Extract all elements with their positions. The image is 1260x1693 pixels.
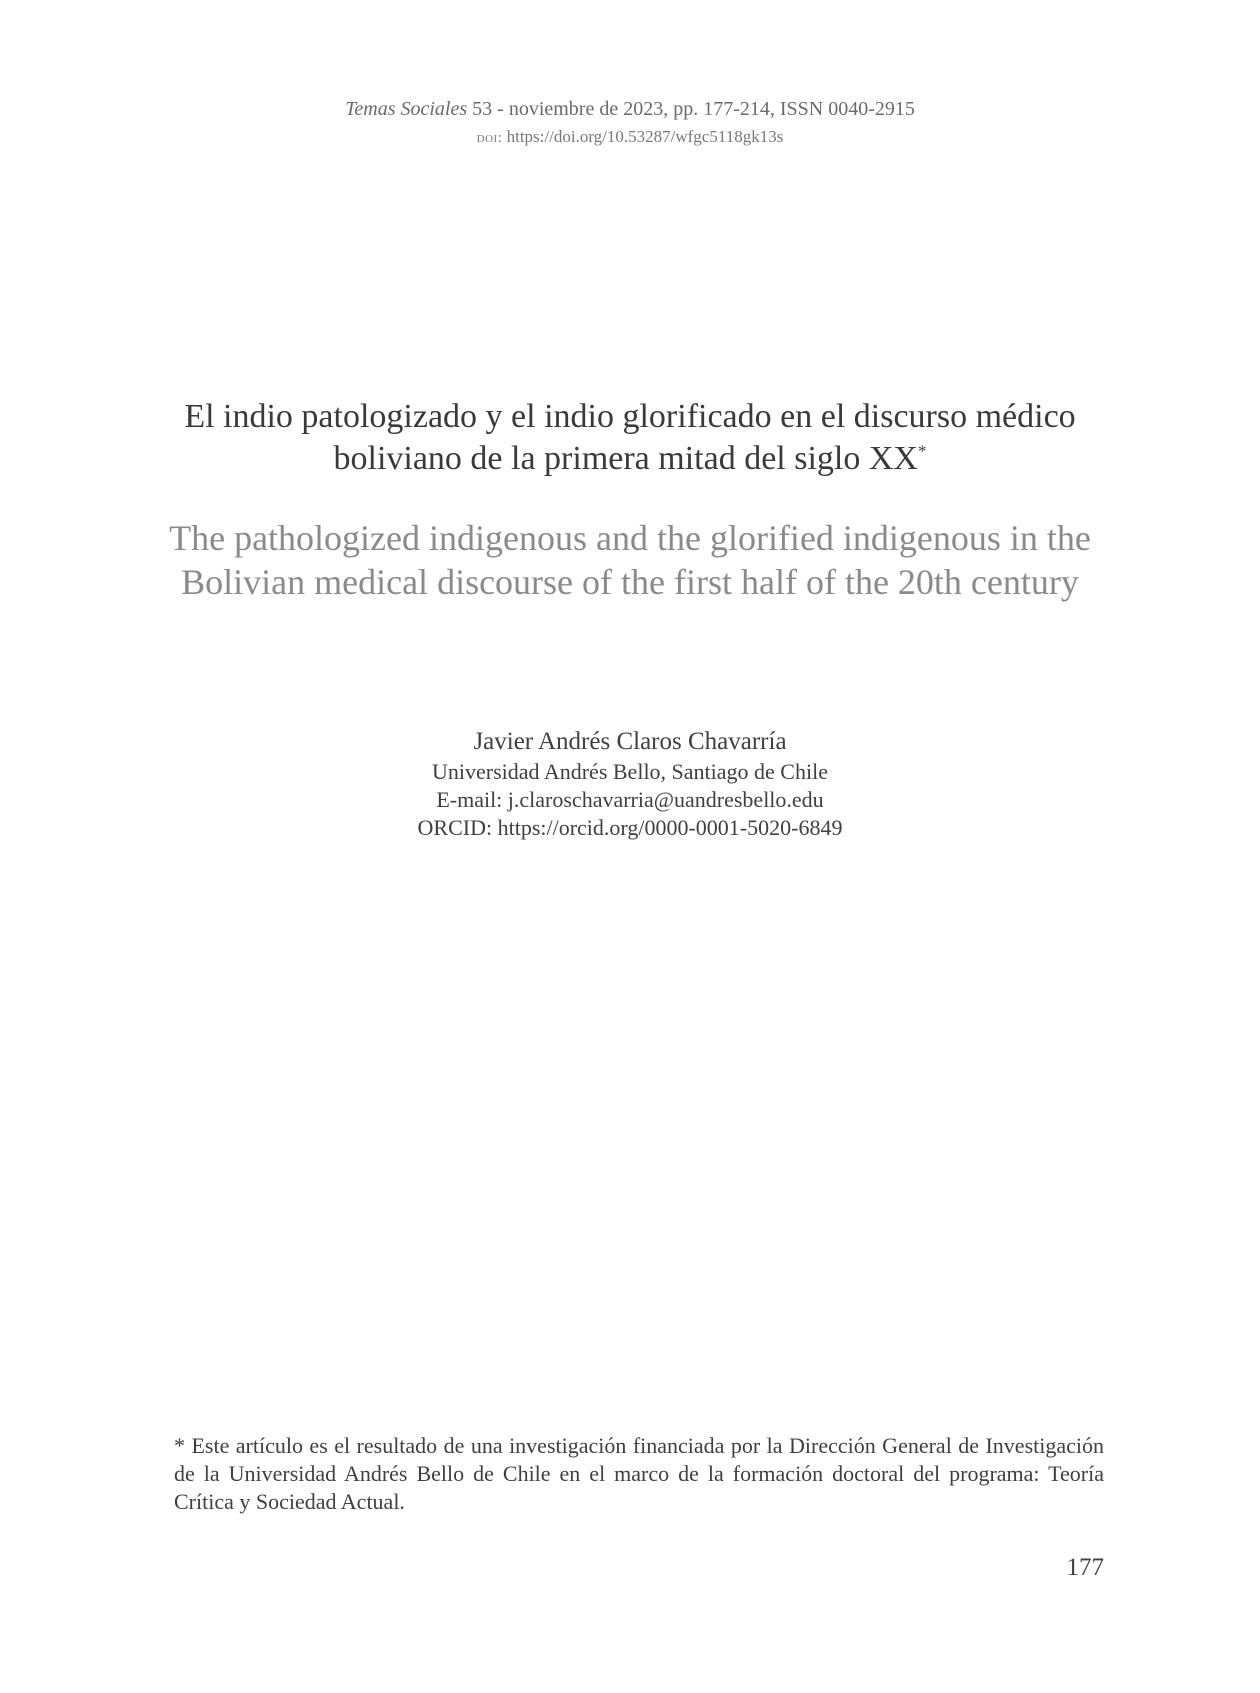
journal-name: Temas Sociales [345,98,468,120]
author-name: Javier Andrés Claros Chavarría [473,728,787,755]
doi-label: doi: [476,130,503,146]
page-number: 177 [1066,1554,1104,1581]
author-orcid[interactable]: ORCID: https://orcid.org/0000-0001-5020-6849 [417,815,843,840]
doi-line [0,123,1260,152]
issue-citation: 53 - noviembre de 2023, pp. 177-214, ISSN 0040-2915 [467,98,915,120]
running-header [0,96,1260,152]
article-title-english: The pathologized indigenous and the glorified indigenous in the Bolivian medical discourse of the first half of the 20th century [169,518,1091,602]
author-affiliation: Universidad Andrés Bello, Santiago de Chile [432,759,828,784]
title-footnote-mark[interactable]: * [917,441,927,461]
article-title-spanish [150,396,1110,480]
title-es-text: El indio patologizado y el indio glorificado en el discurso médico boliviano de la primera mitad del siglo XX [184,398,1076,477]
funding-footnote: * Este artículo es el resultado de una investigación financiada por la Dirección General de Investigación de la Universidad Andrés Bello de Chile en el marco de la formación doctoral del programa: Teoría Crítica y Sociedad Actual. [174,1433,1104,1514]
author-block [0,726,1260,842]
author-email[interactable]: E-mail: j.claroschavarria@uandresbello.edu [436,787,824,812]
doi-link[interactable]: https://doi.org/10.53287/wfgc5118gk13s [502,127,784,146]
citation-line [0,96,1260,123]
